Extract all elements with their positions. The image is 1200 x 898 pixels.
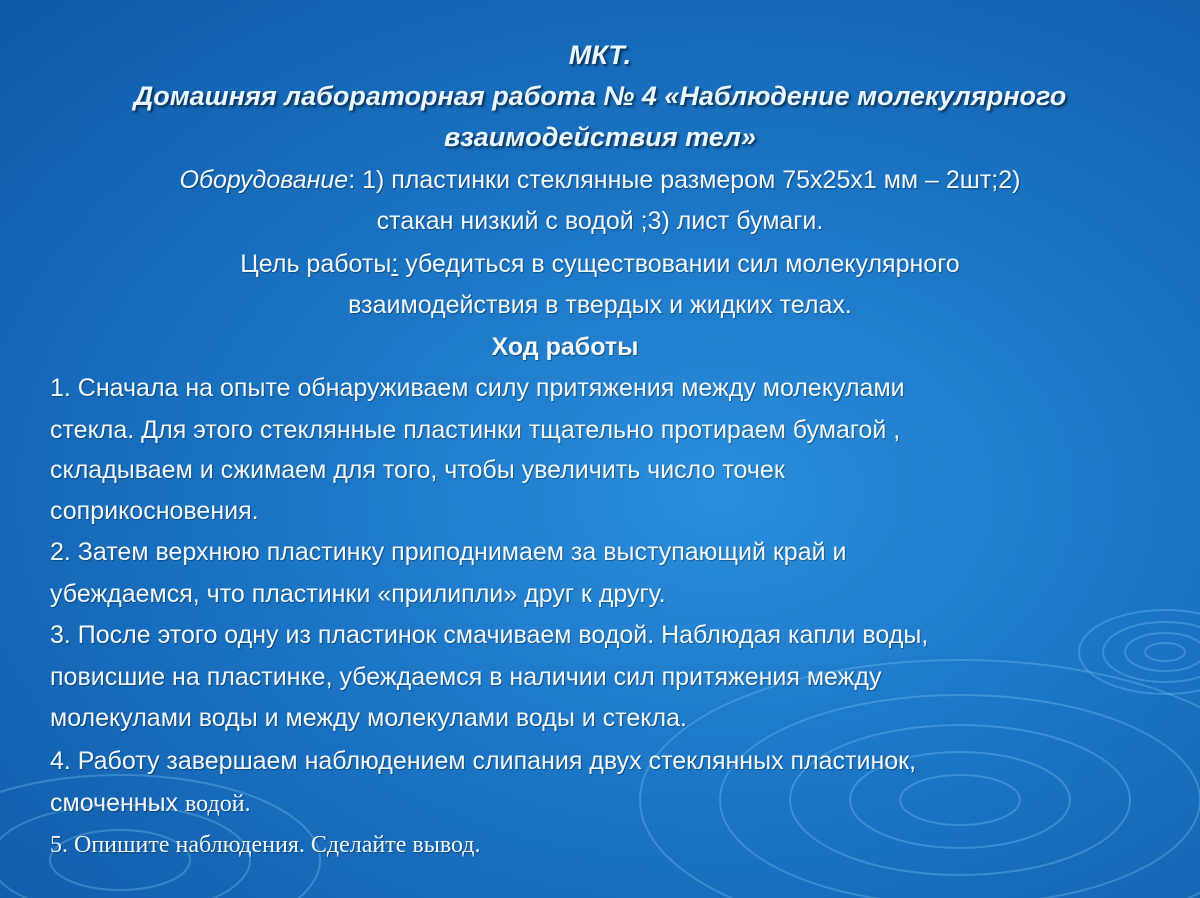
goal-label: Цель работы xyxy=(240,250,392,278)
procedure-line: молекулами воды и между молекулами воды и стекла. xyxy=(50,704,687,732)
procedure-heading: Ход работы xyxy=(491,333,639,361)
procedure-line: соприкосновения. xyxy=(50,497,259,525)
equipment-line-2: стакан низкий с водой ;3) лист бумаги. xyxy=(376,207,824,235)
goal-line-2: взаимодействия в твердых и жидких телах. xyxy=(348,291,852,319)
procedure-line-11-sans: смоченных xyxy=(50,789,185,817)
slide-title-line-1: Домашняя лабораторная работа № 4 «Наблюдение молекулярного xyxy=(133,81,1067,111)
procedure-line-final: 5. Опишите наблюдения. Сделайте вывод. xyxy=(50,832,481,858)
procedure-line: складываем и сжимаем для того, чтобы увеличить число точек xyxy=(50,456,785,484)
slide-title-line-2: взаимодействия тел» xyxy=(444,122,756,152)
equipment-text-1: : 1) пластинки стеклянные размером 75х25х1 мм – 2шт;2) xyxy=(348,166,1021,194)
procedure-line-11-serif: водой. xyxy=(185,791,251,817)
procedure-line: 4. Работу завершаем наблюдением слипания двух стеклянных пластинок, xyxy=(50,747,917,775)
procedure-line: стекла. Для этого стеклянные пластинки тщательно протираем бумагой , xyxy=(50,416,901,444)
procedure-line: 2. Затем верхнюю пластинку приподнимаем за выступающий край и xyxy=(50,538,847,566)
slide-abbr-heading: МКТ. xyxy=(568,40,632,70)
equipment-label: Оборудование xyxy=(179,166,349,194)
procedure-line: повисшие на пластинке, убеждаемся в наличии сил притяжения между xyxy=(50,663,882,691)
procedure-line: 3. После этого одну из пластинок смачиваем водой. Наблюдая капли воды, xyxy=(50,621,929,649)
procedure-line: 1. Сначала на опыте обнаруживаем силу притяжения между молекулами xyxy=(50,374,905,402)
procedure-line: убеждаемся, что пластинки «прилипли» друг к другу. xyxy=(50,580,666,608)
goal-colon: : xyxy=(391,250,399,278)
goal-line-1 xyxy=(0,250,1200,279)
equipment-line-1 xyxy=(0,166,1200,195)
goal-text-1: убедиться в существовании сил молекулярного xyxy=(398,250,960,278)
procedure-line xyxy=(50,789,251,818)
